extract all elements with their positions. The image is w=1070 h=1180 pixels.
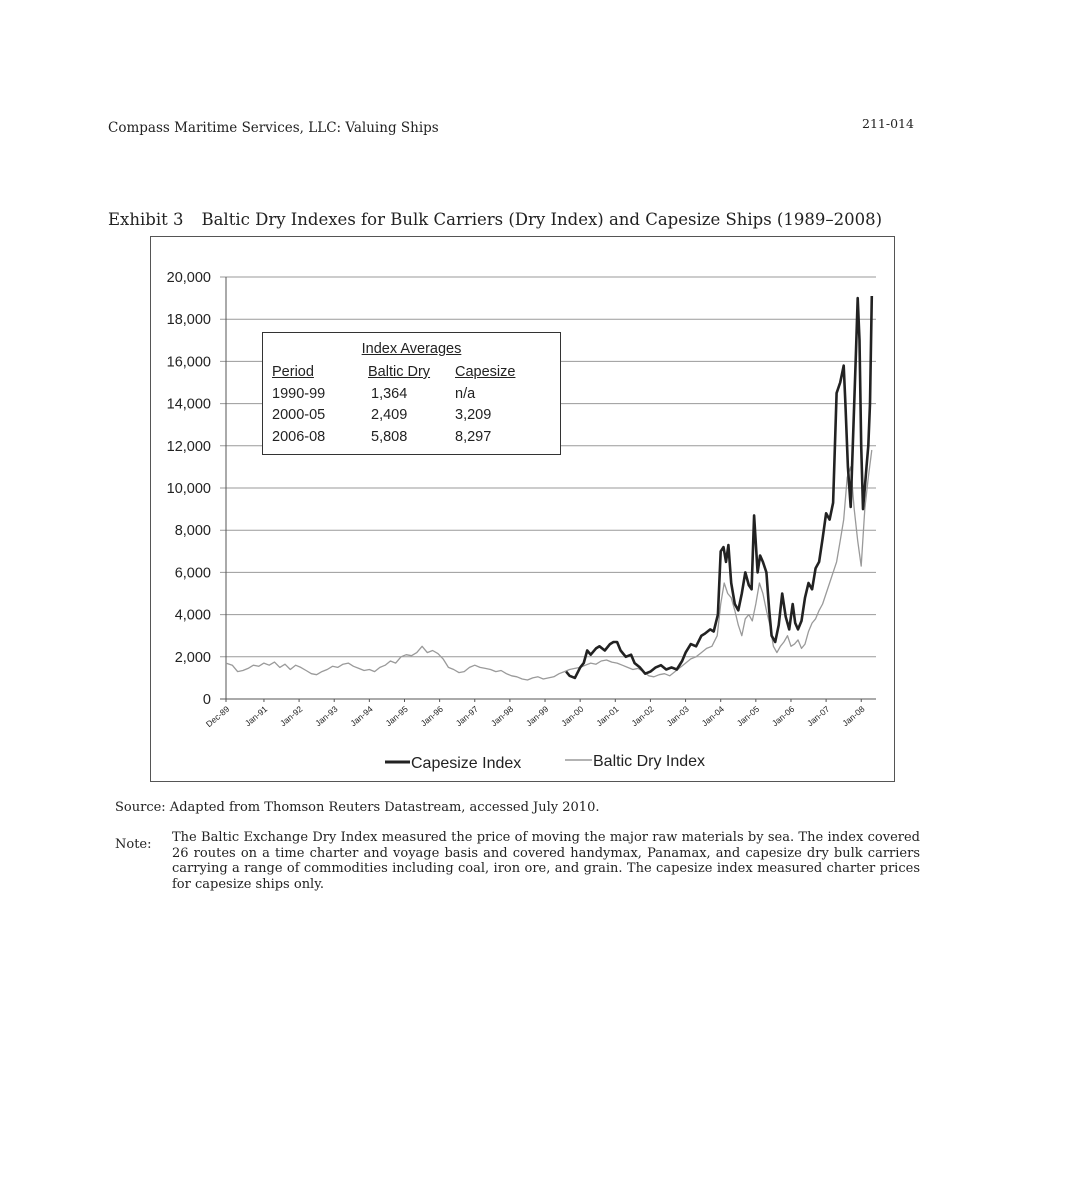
x-tick-label: Dec-89 — [203, 703, 232, 730]
x-tick-label: Jan-00 — [559, 703, 586, 729]
x-tick-label: Jan-01 — [594, 703, 621, 729]
row-period: 1990-99 — [272, 386, 326, 402]
x-tick-label: Jan-92 — [278, 703, 305, 729]
y-tick-label: 8,000 — [174, 523, 211, 540]
x-tick-label: Jan-96 — [418, 703, 445, 729]
y-tick-label: 10,000 — [166, 481, 211, 497]
y-tick-label: 4,000 — [174, 607, 211, 624]
x-tick-label: Jan-91 — [242, 703, 270, 729]
note-text: The Baltic Exchange Dry Index measured the price of moving the major raw materials by sea. The index covered 26 routes on a time charter and voyage basis and covered handymax, Panamax, and capesize dry bulk carriers carrying a range of commodities including coal, iron ore, and grain. The capesize index measured charter prices for capesize ships only. — [172, 830, 920, 892]
row-capesize: 3,209 — [455, 407, 492, 423]
x-tick-label: Jan-93 — [313, 703, 340, 729]
y-tick-label: 20,000 — [166, 270, 211, 286]
x-tick-label: Jan-08 — [840, 703, 867, 729]
y-tick-label: 14,000 — [166, 396, 211, 413]
x-tick-label: Jan-03 — [664, 703, 691, 729]
y-tick-label: 16,000 — [166, 354, 211, 371]
x-tick-label: Jan-99 — [523, 703, 551, 729]
exhibit-title: Baltic Dry Indexes for Bulk Carriers (Dry Index) and Capesize Ships (1989–2008) — [201, 210, 883, 229]
legend-label-baltic: Baltic Dry Index — [593, 753, 706, 770]
x-tick-label: Jan-05 — [734, 703, 762, 729]
header-period: Period — [272, 364, 314, 380]
averages-title: Index Averages — [361, 341, 462, 357]
x-tick-label: Jan-07 — [805, 703, 832, 729]
x-tick-label: Jan-06 — [769, 703, 797, 729]
row-period: 2006-08 — [272, 429, 326, 445]
row-period: 2000-05 — [272, 407, 326, 423]
row-baltic: 2,409 — [371, 407, 408, 423]
y-tick-label: 12,000 — [166, 438, 211, 455]
index-averages-table — [262, 332, 561, 455]
baltic-dry-index-line — [226, 450, 872, 680]
x-tick-label: Jan-95 — [383, 703, 410, 729]
x-tick-label: Jan-02 — [629, 703, 656, 729]
exhibit-label: Exhibit 3 — [108, 210, 184, 229]
note-label: Note: — [115, 837, 152, 852]
x-tick-label: Jan-98 — [488, 703, 516, 729]
row-baltic: 5,808 — [371, 429, 408, 445]
report-title: Compass Maritime Services, LLC: Valuing Ships — [108, 120, 439, 136]
case-number: 211-014 — [862, 116, 914, 131]
x-tick-label: Jan-94 — [348, 703, 375, 729]
legend-label-capesize: Capesize Index — [411, 755, 522, 772]
header-baltic: Baltic Dry — [368, 364, 431, 380]
x-tick-label: Jan-97 — [453, 703, 481, 729]
y-tick-label: 18,000 — [166, 312, 211, 329]
x-tick-label: Jan-04 — [699, 703, 726, 729]
y-tick-label: 0 — [202, 692, 211, 708]
legend — [385, 753, 705, 772]
row-capesize: 8,297 — [455, 429, 492, 445]
header-capesize: Capesize — [455, 364, 516, 380]
y-tick-label: 6,000 — [174, 565, 211, 582]
row-baltic: 1,364 — [371, 386, 408, 402]
row-capesize: n/a — [455, 386, 476, 402]
source-line: Source: Adapted from Thomson Reuters Datastream, accessed July 2010. — [115, 800, 600, 815]
y-tick-label: 2,000 — [174, 649, 211, 666]
